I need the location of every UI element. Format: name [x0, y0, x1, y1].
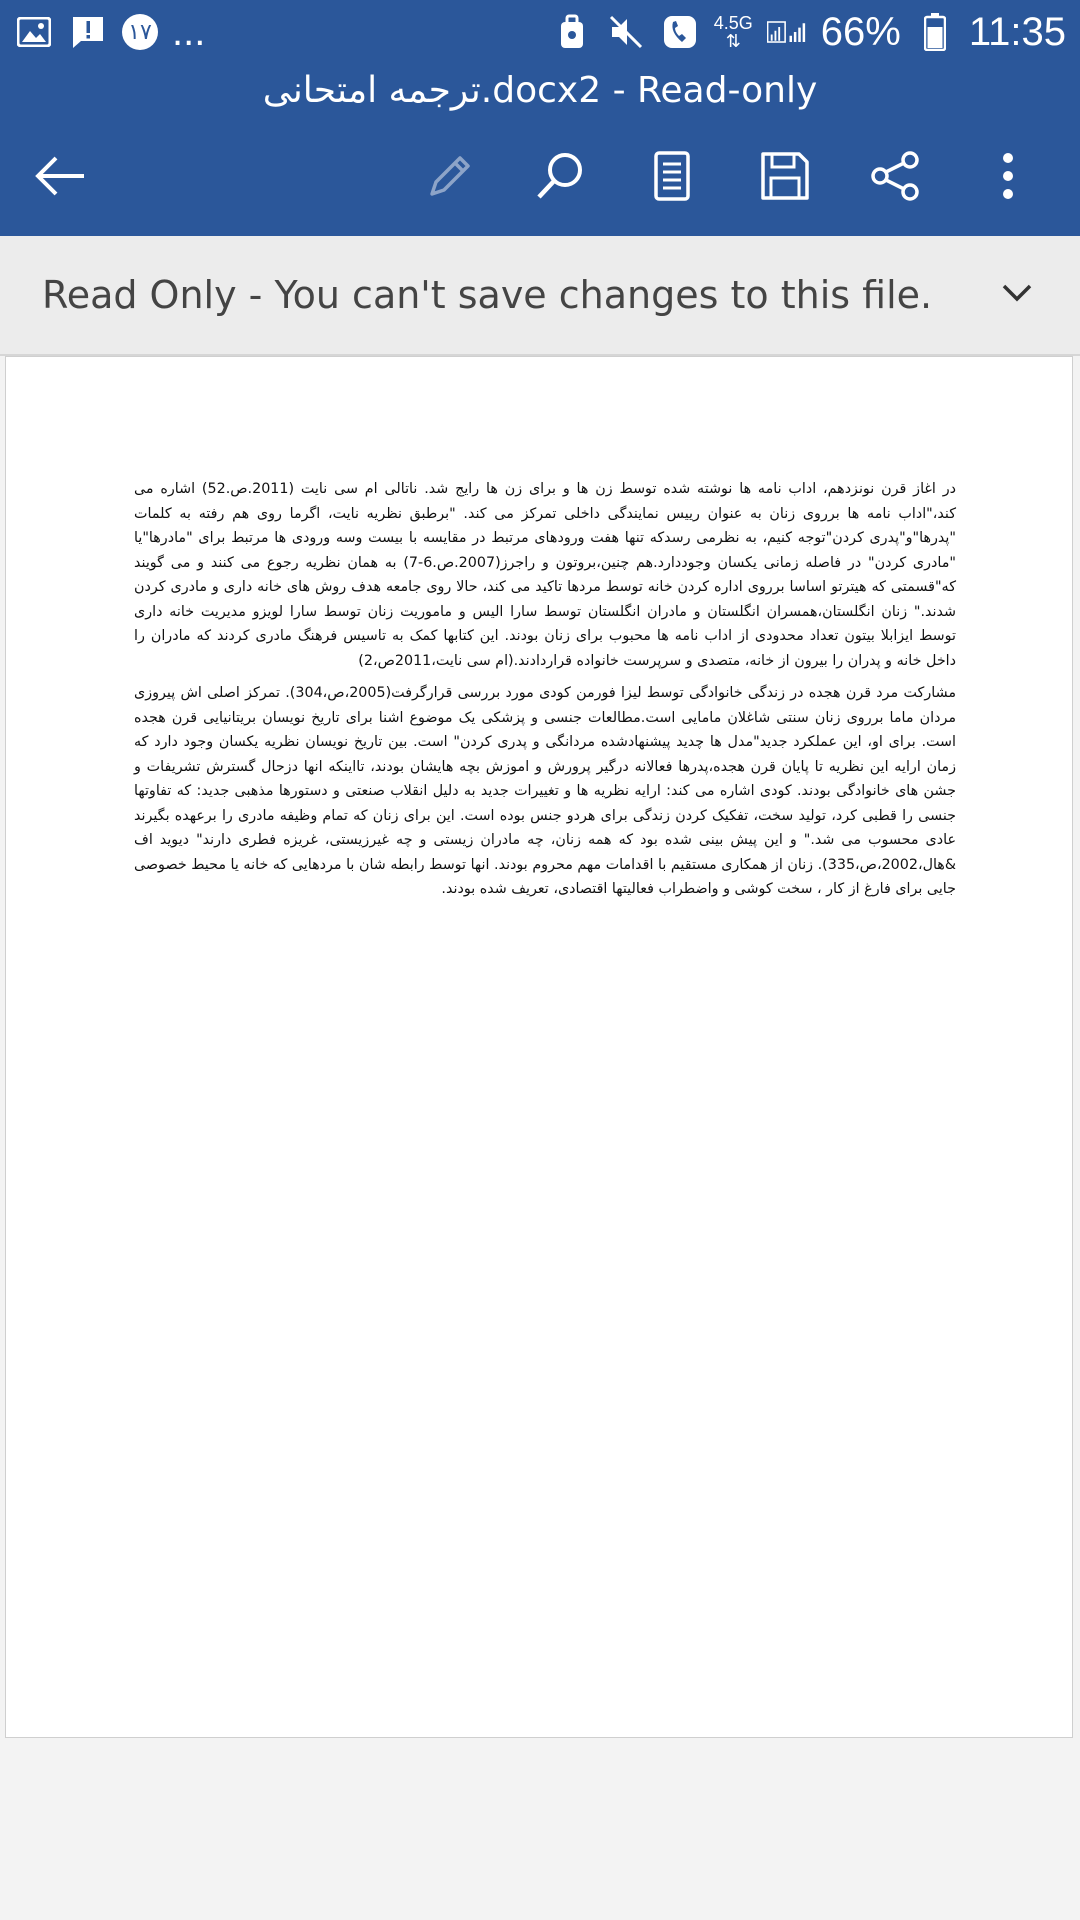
- banner-expand-button[interactable]: [994, 272, 1040, 318]
- data-arrows-icon: ⇅: [725, 31, 741, 51]
- read-only-message: Read Only - You can't save changes to this file.: [42, 273, 933, 317]
- reading-view-button[interactable]: [640, 146, 704, 210]
- battery-icon: [915, 12, 955, 52]
- edit-button[interactable]: [418, 146, 482, 210]
- document-paragraph: در اغاز قرن نونزدهم، اداب نامه ها نوشته شده توسط زن ها و برای زن ها رایج شد. ناتالی ام سی نایت (2011.ص.52) اشاره می کند،"اداب نامه ها برروی زنان به عنوان رییس نمایندگی داخلی تمرکز می کند. "برطبق نظریه نایت، اگرما روی هم رفته به کلمات "پدرها"و"پدری کردن"توجه کنیم، به نظرمی رسدکه تنها هفت ورودهای مرتبط در مقایسه با بیست وسه ورودی ها مرتبط برای "مادرها"یا "مادری کردن" در فاصله زمانی یکسان وجوددارد.هم چنین،بروتون و راجرز(2007.ص.6-7) به همان نظریه رجوع می کنند و می گویند که"قسمتی که هیترتو اساسا برروی اداره کردن خانه توسط مردها تاکید می کند، حالا روی جامعه هدف روش های خانه داری و مادری کردن شدند." زنان انگلستان،همسران انگلستان و مادران انگلستان توسط سارا الیس و ماموریت زنان توسط سارا لویزو مدیریت خانه داری توسط ایزابلا بیتون تعداد محدودی از اداب نامه ها محبوب برای زنان بودند. این کتابها کمک به تاسیس فرهنگ مادری کردند که مادران را داخل خانه و پدران را بیرون از خانه، متصدی و سرپرست خانواده قراردادند.(ام سی نایت،2011ص،2): [134, 481, 956, 669]
- chevron-down-icon: [1001, 283, 1033, 307]
- more-notifications-indicator: ...: [172, 9, 206, 54]
- document-body: [134, 477, 956, 910]
- document-title: ترجمه امتحانی.docx2 - Read-only: [262, 70, 818, 111]
- app-header: [0, 0, 1080, 236]
- alert-message-icon: [68, 12, 108, 52]
- share-button[interactable]: [864, 146, 928, 210]
- document-paragraph: مشارکت مرد قرن هجده در زندگی خانوادگی توسط لیزا فورمن کودی مورد بررسی قرارگرفت(2005،ص،304). تمرکز اصلی اش پیروزی مردان ماما برروی زنان سنتی شاغلان مامایی است.مطالعات جنسی و پزشکی یک موضوع اشنا برای تاریخ نویسان بریتانیایی قرن هجده است. برای او، این عملکرد جدید"مدل ها چدید پیشنهادشده مردانگی و پدری کردن" است. بین تاریخ نویسان نظریه یکسان وجود دارد که زمان ارایه این نظریه تا پایان قرن هجده،پدرها فعالانه درگیر پرورش و اموزش بچه هایشان بودند، تااینکه انها دزحال گسترش تشریفات و جشن های خانوادگی بودند. کودی اشاره می کند: ارایه نظریه ها و تغییرات جدید به دلیل انقلاب صنعتی و دستورها مذهبی جدید: که تفاوتها جنسی را قطبی کرد، تولید سخت، تفکیک کردن زندگی برای هردو جنس بوده است. این برای زنان که تمام وظیفه مادری را برعهده بگیرند عادی محسوب می شد." و این پیش بینی شده بود که همه زنان، چه مادران زیستی و چه غیرزیستی، غریزه فطری دارند" دیوید اف &هال،2002،ص،335). زنان از همکاری مستقیم با اقدامات مهم محروم بودند. انها توسط رابطه شان با مردهایی که خانه یا محیط خصوصی جایی برای فارغ از کار ، سخت کوشی و واضطراب فعالیتها اقتصادی، تعریف شده بودند.: [134, 685, 956, 897]
- network-type-label: 4.5G: [713, 13, 753, 33]
- status-bar: [0, 0, 1080, 64]
- notification-count-badge: ١٧: [122, 14, 158, 50]
- network-type-indicator: [714, 14, 753, 50]
- save-button[interactable]: [753, 146, 817, 210]
- toolbar: [0, 128, 1080, 224]
- share-icon: [870, 150, 922, 206]
- status-right: [552, 10, 1066, 55]
- clock-time: 11:35: [968, 9, 1066, 54]
- battery-percent: 66%: [820, 9, 901, 54]
- signal-strength-icon: [767, 12, 807, 52]
- ring-mode-icon: [552, 12, 592, 52]
- read-only-banner: [0, 236, 1080, 356]
- more-options-icon: [1000, 152, 1016, 204]
- back-arrow-icon: [34, 156, 86, 200]
- document-page[interactable]: [5, 356, 1073, 1738]
- search-button[interactable]: [528, 146, 592, 210]
- gallery-icon: [14, 12, 54, 52]
- search-icon: [534, 150, 586, 206]
- more-options-button[interactable]: [976, 146, 1040, 210]
- mute-icon: [606, 12, 646, 52]
- reading-view-icon: [652, 150, 692, 206]
- status-left: [14, 10, 205, 55]
- pencil-icon: [424, 150, 476, 206]
- save-icon: [759, 150, 811, 206]
- back-button[interactable]: [28, 146, 92, 210]
- wifi-call-icon: [660, 12, 700, 52]
